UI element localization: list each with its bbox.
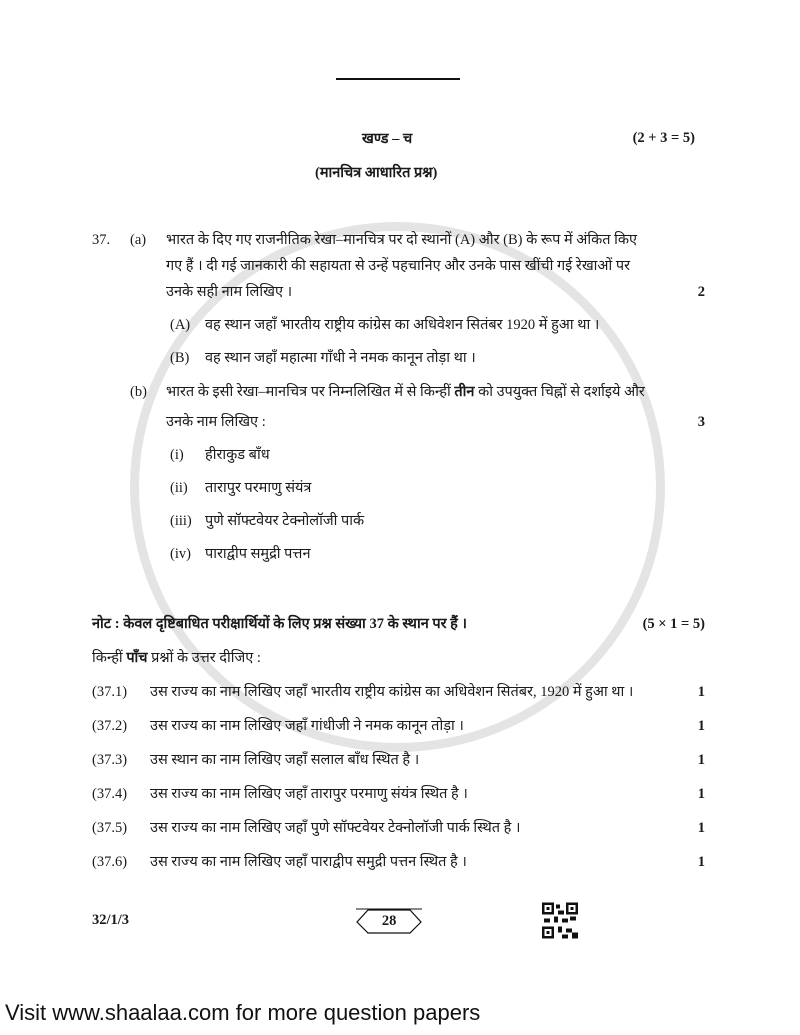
instruction-text: किन्हीं [92, 650, 127, 666]
note-instruction [92, 648, 705, 668]
part-b-item-label: (iv) [170, 546, 191, 562]
part-a-item-text: वह स्थान जहाँ भारतीय राष्ट्रीय कांग्रेस का अधिवेशन सितंबर 1920 में हुआ था । [205, 317, 600, 333]
part-a-item-label: (B) [170, 350, 190, 366]
section-subtitle: (मानचित्र आधारित प्रश्न) [315, 165, 438, 181]
alt-question-marks: 1 [697, 786, 705, 802]
alt-question-text: उस राज्य का नाम लिखिए जहाँ पाराद्वीप समुद्री पत्तन स्थित है । [150, 854, 467, 870]
part-a-marks: 2 [697, 284, 705, 300]
section-marks: (2 + 3 = 5) [632, 129, 695, 146]
part-b-item [170, 445, 705, 465]
alt-question-text: उस स्थान का नाम लिखिए जहाँ सलाल बाँध स्थित है । [150, 752, 420, 768]
alt-question-label: (37.3) [92, 752, 128, 768]
alt-question-label: (37.6) [92, 854, 128, 870]
alt-question-marks: 1 [697, 854, 705, 870]
alt-question-text: उस राज्य का नाम लिखिए जहाँ भारतीय राष्ट्रीय कांग्रेस का अधिवेशन सितंबर, 1920 में हुआ था । [150, 684, 634, 700]
part-a-item [170, 315, 705, 335]
part-b-item [170, 478, 705, 498]
part-b-item-text: तारापुर परमाणु संयंत्र [205, 480, 312, 496]
alt-questions [92, 682, 705, 872]
note-row [92, 614, 705, 634]
part-b-label: (b) [130, 384, 147, 400]
alt-question-text: उस राज्य का नाम लिखिए जहाँ गांधीजी ने नमक कानून तोड़ा । [150, 718, 464, 734]
part-a-line: उनके सही नाम लिखिए । [166, 284, 293, 300]
part-b-item-text: हीराकुड बाँध [205, 447, 270, 463]
alt-question [92, 750, 705, 770]
section-header [92, 128, 705, 148]
part-b-text: भारत के इसी रेखा–मानचित्र पर निम्नलिखित में से किन्हीं [166, 384, 455, 400]
part-b-marks: 3 [697, 414, 705, 430]
part-b-line [166, 382, 681, 402]
part-a-item [170, 348, 705, 368]
alt-question-label: (37.4) [92, 786, 128, 802]
page-footer [92, 902, 705, 939]
instruction-text: प्रश्नों के उत्तर दीजिए : [147, 650, 261, 666]
part-a-line: भारत के दिए गए राजनीतिक रेखा–मानचित्र पर दो स्थानों (A) और (B) के रूप में अंकित किए [166, 232, 638, 248]
alt-question-label: (37.2) [92, 718, 128, 734]
part-b-item-label: (iii) [170, 513, 192, 529]
part-b-item-text: पाराद्वीप समुद्री पत्तन [205, 546, 311, 562]
alt-question-marks: 1 [697, 718, 705, 734]
alt-question [92, 716, 705, 736]
part-b-item-label: (ii) [170, 480, 188, 496]
section-title: खण्ड – च [362, 131, 413, 147]
alt-question [92, 784, 705, 804]
page-number: 28 [381, 912, 397, 929]
part-b-line: उनके नाम लिखिए : [166, 414, 266, 430]
part-b [92, 382, 705, 432]
question-number: 37. [92, 232, 111, 248]
note-text: नोट : केवल दृष्टिबाधित परीक्षार्थियों के लिए प्रश्न संख्या 37 के स्थान पर हैं । [92, 616, 467, 632]
part-b-item-label: (i) [170, 447, 184, 463]
alt-question-label: (37.5) [92, 820, 128, 836]
part-b-item [170, 544, 705, 564]
alt-question-text: उस राज्य का नाम लिखिए जहाँ पुणे सॉफ्टवेयर टेक्नोलॉजी पार्क स्थित है । [150, 820, 521, 836]
qr-code-icon [542, 902, 578, 939]
paper-code: 32/1/3 [92, 912, 130, 928]
alt-question-text: उस राज्य का नाम लिखिए जहाँ तारापुर परमाणु संयंत्र स्थित है । [150, 786, 468, 802]
page-number-badge [356, 908, 422, 934]
alt-question [92, 852, 705, 872]
part-a-line: गए हैं । दी गई जानकारी की सहायता से उन्हें पहचानिए और उनके पास खींची गई रेखाओं पर [166, 258, 631, 274]
instruction-bold: पाँच [126, 650, 148, 666]
alt-question [92, 818, 705, 838]
alt-question-label: (37.1) [92, 684, 128, 700]
note-marks: (5 × 1 = 5) [642, 616, 705, 632]
part-b-item [170, 511, 705, 531]
part-a-item-text: वह स्थान जहाँ महात्मा गाँधी ने नमक कानून तोड़ा था । [205, 350, 476, 366]
part-b-bold: तीन [454, 384, 475, 400]
part-b-text: को उपयुक्त चिह्नों से दर्शाइये और [474, 384, 645, 400]
part-a-item-label: (A) [170, 317, 191, 333]
alt-question-marks: 1 [697, 684, 705, 700]
part-a-label: (a) [130, 232, 147, 248]
shaalaa-banner-link[interactable]: Visit www.shaalaa.com for more question papers [5, 1000, 481, 1025]
alt-question-marks: 1 [697, 820, 705, 836]
part-a [92, 230, 705, 302]
part-b-item-text: पुणे सॉफ्टवेयर टेक्नोलॉजी पार्क [205, 513, 365, 529]
alt-question [92, 682, 705, 702]
alt-question-marks: 1 [697, 752, 705, 768]
